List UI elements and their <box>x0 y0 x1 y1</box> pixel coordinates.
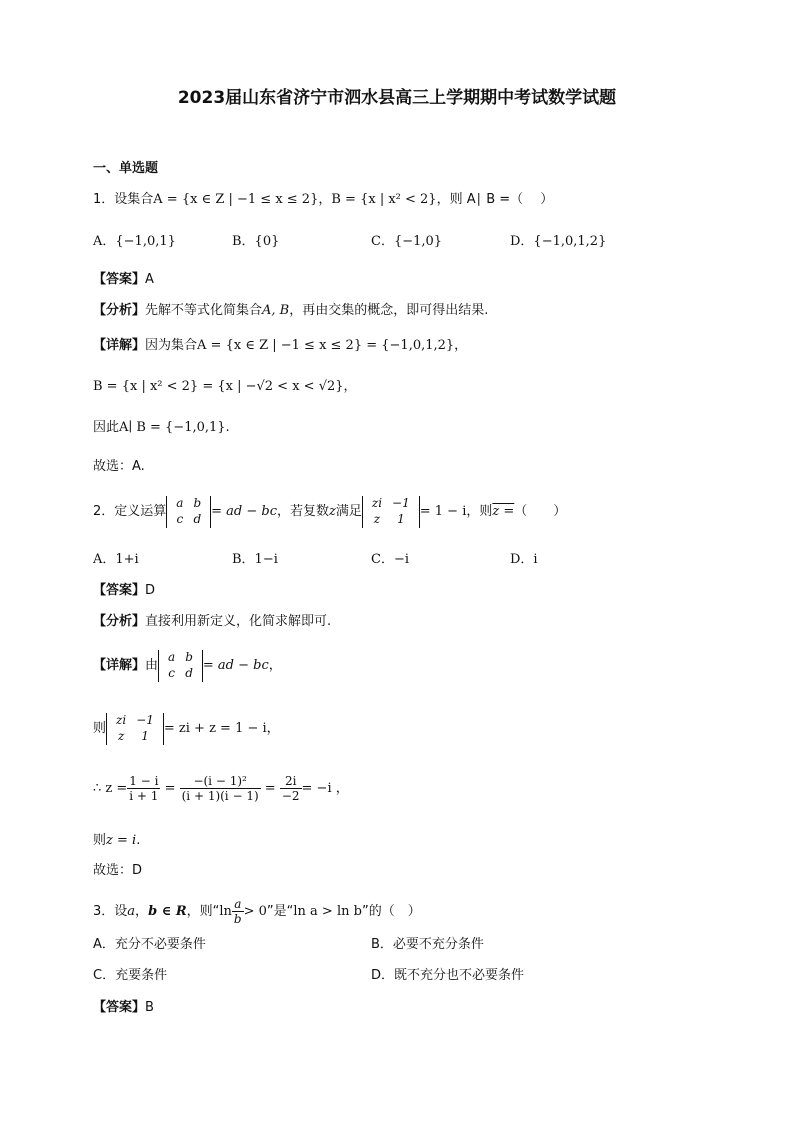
q3-frac <box>232 898 244 925</box>
q2-stem <box>93 496 566 528</box>
q3-option-c: C．充要条件 <box>93 968 168 983</box>
q2-stem-mid: ，若复数 <box>276 504 329 520</box>
q2-detail2-end: ， <box>266 721 280 737</box>
q2-z-bar: z = <box>492 504 515 520</box>
q2-detail3-end: = −i ， <box>301 781 349 796</box>
det-cell: a <box>176 496 184 510</box>
q1-answer-value: A <box>145 272 154 287</box>
frac-den: (i + 1)(i − 1) <box>181 789 259 803</box>
q2-stem-suffix: ，则 <box>466 504 493 520</box>
frac-den: b <box>233 912 242 926</box>
q2-stem-mid2: 满足 <box>335 504 362 520</box>
q1-set-a: A = {x ∈ Z | −1 ≤ x ≤ 2} <box>153 192 319 207</box>
q3-option-b: B．必要不充分条件 <box>371 937 484 952</box>
q2-detail4-pre: 则 <box>93 833 107 848</box>
q1-analysis-sets: A, B <box>262 303 290 318</box>
q1-detail-3-end: . <box>225 420 230 435</box>
q2-option-c: C．−i <box>371 552 409 567</box>
det-cell: c <box>168 665 175 680</box>
q2-detail-line2 <box>93 713 280 745</box>
q2-answer <box>93 584 155 597</box>
section-heading: 一、单选题 <box>93 161 159 176</box>
q2-conclusion: 故选：D <box>93 863 143 878</box>
det-cell: c <box>176 511 184 526</box>
q1-detail-3-pre: 因此 <box>93 420 120 435</box>
answer-tag: 【答案】 <box>93 1000 146 1015</box>
q2-detail2-eq: = zi + z = 1 − i <box>163 721 267 737</box>
det-cell: d <box>193 511 202 526</box>
det-cell: b <box>193 496 202 510</box>
detail-tag: 【详解】 <box>93 658 146 674</box>
q2-detail-line3: ∴ z = $\frac{1 - i}{i + 1}$ = $\frac{\text{−(i − 1)²}}{(i + 1)(i - 1)}$ = $\frac{2i}{-2}$ = −i ， <box>93 774 349 803</box>
q1-answer <box>93 273 154 286</box>
q2-detail4-eq: z = i <box>106 833 137 848</box>
page-title: 2023届山东省济宁市泗水县高三上学期期中考试数学试题 <box>177 88 617 108</box>
frac-num: 2i <box>280 775 302 789</box>
detail-tag: 【详解】 <box>93 338 146 353</box>
answer-tag: 【答案】 <box>93 272 146 287</box>
q2-detail3-pre: ∴ z = <box>93 781 128 796</box>
q3-stem-prefix: 3．设 <box>93 904 128 919</box>
det-cell: z <box>117 728 125 743</box>
det-cell: z <box>373 511 381 526</box>
frac-den: −2 <box>281 789 300 803</box>
q1-analysis-post: ，再由交集的概念，即可得出结果. <box>289 303 489 318</box>
q1-option-d: D．{−1,0,1,2} <box>510 234 607 249</box>
q2-z-eq: = 1 − i <box>419 504 467 520</box>
q1-option-a: A．{−1,0,1} <box>93 234 176 249</box>
q1-stem <box>93 193 553 206</box>
q3-ln: ln <box>219 904 232 919</box>
det-cell: d <box>185 665 193 680</box>
det-cell: 1 <box>397 511 405 526</box>
q2-detail-line4 <box>93 834 140 847</box>
q2-option-d: D．i <box>510 552 538 567</box>
q3-answer-value: B <box>145 1000 154 1015</box>
frac-num: a <box>232 898 244 912</box>
q1-detail-pre: 因为集合 <box>145 338 198 353</box>
frac-num: 1 − i <box>129 774 159 788</box>
det-cell: −1 <box>392 496 410 510</box>
q1-stem-prefix: 1．设集合 <box>93 192 154 207</box>
q3-stem <box>93 898 421 925</box>
q2-detail-def-end: ， <box>268 658 282 674</box>
q2-analysis <box>93 615 331 628</box>
q1-conclusion: 故选：A. <box>93 459 145 474</box>
q2-analysis-text: 直接利用新定义，化简求解即可. <box>145 614 332 629</box>
frac-den: i + 1 <box>129 789 159 803</box>
q2-def-eq: = ad − bc <box>211 504 277 520</box>
q1-detail-line3 <box>93 421 230 434</box>
q2-detail-def-eq: = ad − bc <box>202 658 269 674</box>
q1-sep: ， <box>318 192 332 207</box>
q2-stem-end: （ ） <box>514 504 567 520</box>
det-cell: zi <box>116 713 127 727</box>
q3-option-d: D．既不充分也不必要条件 <box>371 968 525 983</box>
q2-frac-3 <box>280 775 302 802</box>
q3-stem-mid3: ”是“ <box>266 904 294 919</box>
q2-frac-2 <box>180 775 261 802</box>
frac-num: −(i − 1)² <box>180 775 261 789</box>
det-cell: a <box>168 650 176 664</box>
answer-tag: 【答案】 <box>93 583 146 598</box>
q2-stem-prefix: 2．定义运算 <box>93 504 167 520</box>
q2-det-def <box>166 496 211 528</box>
det-cell: zi <box>371 496 383 510</box>
q1-detail-eq1-end: ， <box>454 338 468 353</box>
q1-detail-line1 <box>93 339 467 352</box>
det-cell: −1 <box>136 713 154 727</box>
q3-ln-cmp: ln a > ln b <box>293 904 362 919</box>
q3-var-a: a <box>127 904 136 919</box>
q2-answer-value: D <box>145 583 156 598</box>
q2-option-b: B．1−i <box>232 552 278 567</box>
q1-detail-eq2-end: ， <box>343 379 357 394</box>
q3-stem-mid: ， <box>135 904 149 919</box>
q1-detail-3-eq: A∣ B = {−1,0,1} <box>119 420 226 435</box>
q1-detail-eq2: B = {x | x² < 2} = {x | −√2 < x < √2} <box>93 379 344 394</box>
q1-detail-eq1: A = {x ∈ Z | −1 ≤ x ≤ 2} = {−1,0,1,2} <box>197 338 455 353</box>
q2-detail-line1 <box>93 650 282 682</box>
q2-detail2-pre: 则 <box>93 721 107 737</box>
q1-set-b: B = {x | x² < 2} <box>331 192 437 207</box>
q3-stem-end: ”的（ ） <box>361 904 421 919</box>
q3-stem-mid2: ，则“ <box>186 904 220 919</box>
det-cell: b <box>185 650 193 664</box>
q2-detail-det <box>158 650 203 682</box>
q2-frac-1 <box>127 775 160 802</box>
det-cell: 1 <box>141 728 149 743</box>
q1-stem-suffix: ，则 A∣ B =（ ） <box>436 192 554 207</box>
q2-detail-pre: 由 <box>145 658 159 674</box>
q2-detail2-det <box>106 713 164 745</box>
q1-option-b: B．{0} <box>232 234 280 249</box>
q2-var-z: z <box>329 504 336 520</box>
q3-option-a: A．充分不必要条件 <box>93 937 206 952</box>
analysis-tag: 【分析】 <box>93 614 146 629</box>
q1-analysis-pre: 先解不等式化简集合 <box>145 303 263 318</box>
q2-option-a: A．1+i <box>93 552 139 567</box>
q2-det-z <box>362 496 420 528</box>
q1-analysis <box>93 304 488 317</box>
q3-var-b: b ∈ R <box>148 904 187 919</box>
q1-option-c: C．{−1,0} <box>371 234 443 249</box>
q3-answer <box>93 1001 154 1014</box>
q3-gt0: > 0 <box>243 904 267 919</box>
analysis-tag: 【分析】 <box>93 303 146 318</box>
q2-detail4-end: . <box>136 833 141 848</box>
q1-detail-line2 <box>93 380 357 393</box>
